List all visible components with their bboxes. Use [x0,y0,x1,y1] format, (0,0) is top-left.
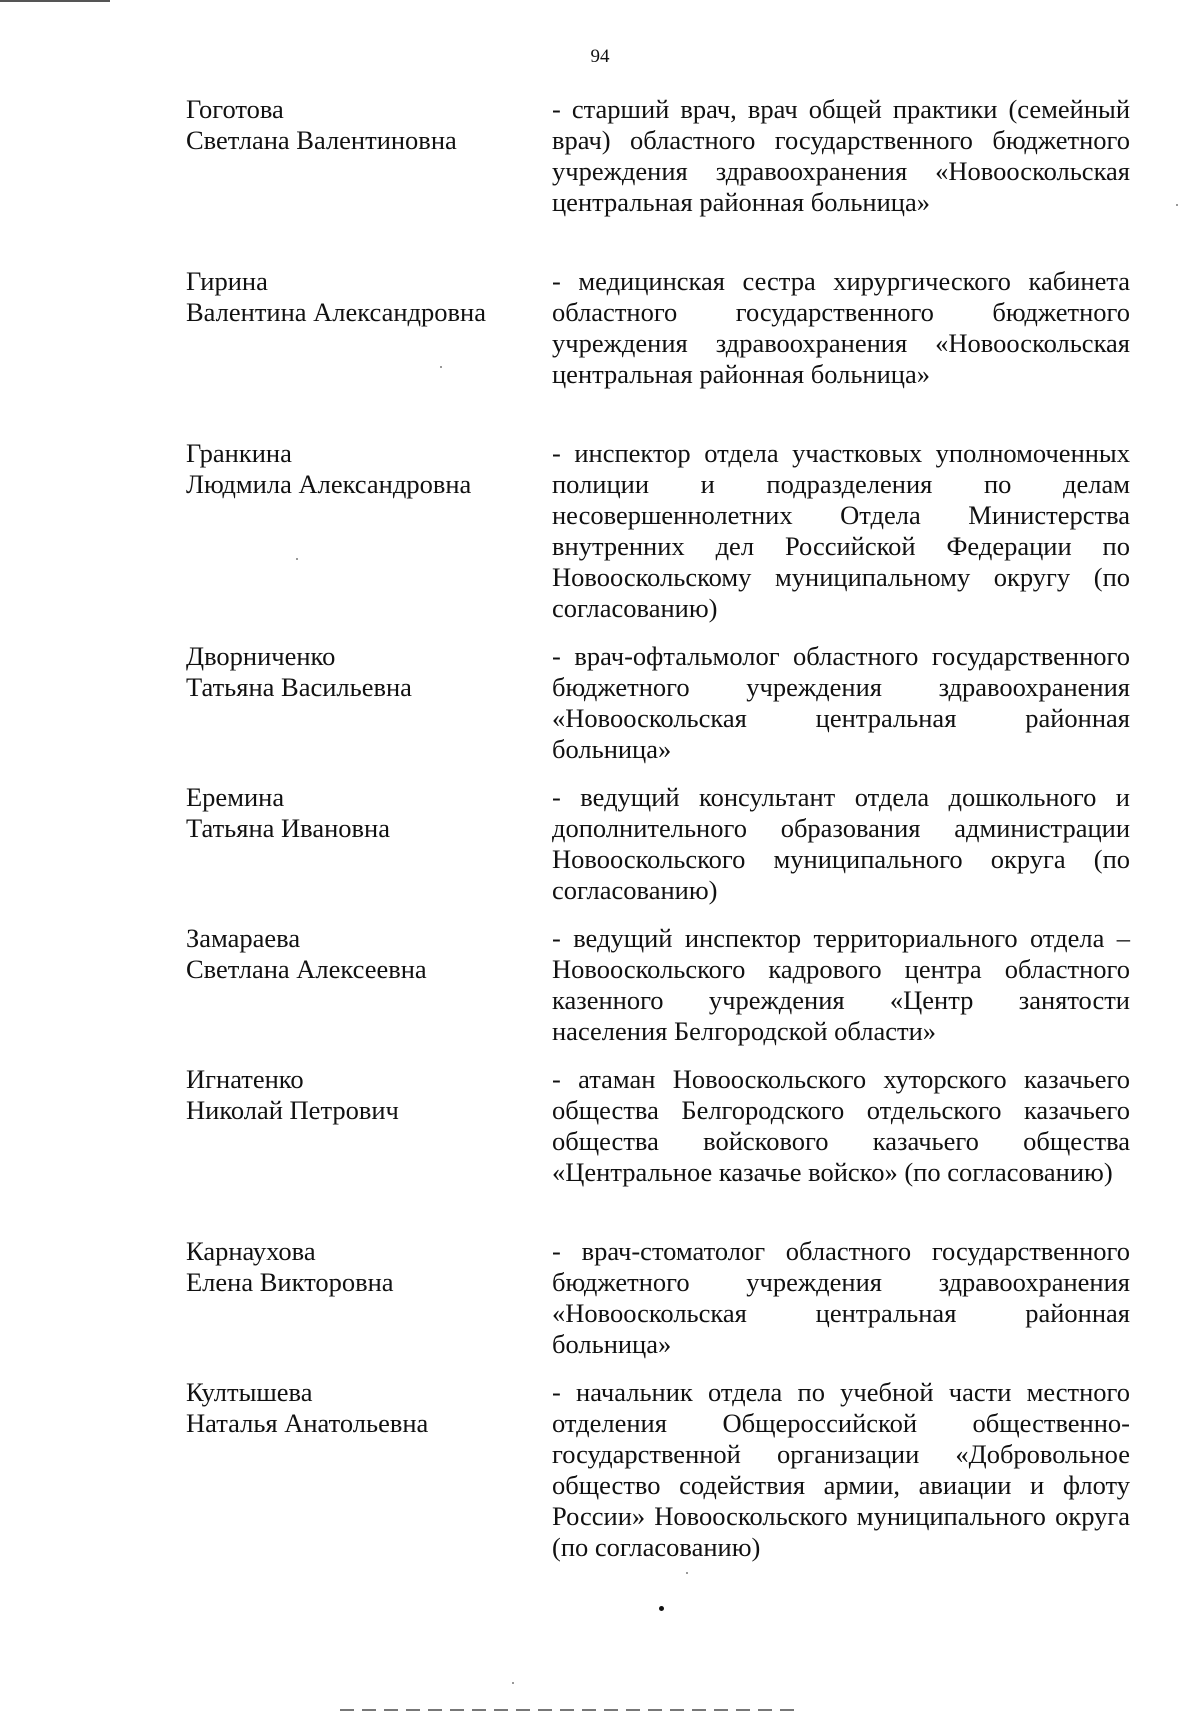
member-surname: Карнаухова [186,1236,316,1266]
member-position: - врач-стоматолог областного государственного бюджетного учреждения здравоохранения «Новооскольская центральная районная больница» [552,1236,1130,1359]
member-entry [186,923,1130,1064]
member-given-names: Валентина Александровна [186,297,486,327]
member-name [186,923,552,985]
member-entry [186,1377,1130,1567]
member-name [186,94,552,156]
member-surname: Гранкина [186,438,292,468]
member-name [186,1377,552,1439]
member-surname: Култышева [186,1377,313,1407]
member-name [186,266,552,328]
member-surname: Гоготова [186,94,284,124]
scan-speck [686,1572,688,1574]
member-list [186,94,1130,1567]
member-name [186,641,552,703]
page-number: 94 [590,46,610,67]
member-name [186,1236,552,1298]
member-surname: Еремина [186,782,285,812]
member-position: - ведущий консультант отдела дошкольного и дополнительного образования администрации Новооскольского муниципального округа (по согласованию) [552,782,1130,905]
member-position: - старший врач, врач общей практики (семейный врач) областного государственного бюджетного учреждения здравоохранения «Новооскольская центральная районная больница» [552,94,1130,217]
member-entry [186,266,1130,438]
scan-edge-line [340,1709,800,1711]
scan-speck [296,558,298,560]
member-position: - медицинская сестра хирургического кабинета областного государственного бюджетного учреждения здравоохранения «Новооскольская центральная районная больница» [552,266,1130,389]
member-given-names: Наталья Анатольевна [186,1408,429,1438]
member-given-names: Татьяна Васильевна [186,672,412,702]
member-given-names: Светлана Валентиновна [186,125,457,155]
member-surname: Дворниченко [186,641,336,671]
member-position: - инспектор отдела участковых уполномоченных полиции и подразделения по делам несовершеннолетних Отдела Министерства внутренних дел Российской Федерации по Новооскольскому муниципальному округу (по согласованию) [552,438,1130,623]
member-given-names: Светлана Алексеевна [186,954,427,984]
member-name [186,782,552,844]
member-entry [186,782,1130,923]
member-position: - врач-офтальмолог областного государственного бюджетного учреждения здравоохранения «Новооскольская центральная районная больница» [552,641,1130,764]
member-name [186,438,552,500]
member-entry [186,94,1130,266]
member-entry [186,438,1130,641]
member-name [186,1064,552,1126]
member-position: - начальник отдела по учебной части местного отделения Общероссийской общественно-государственной организации «Добровольное общество содействия армии, авиации и флоту России» Новооскольского муниципального округа (по согласованию) [552,1377,1130,1562]
scan-speck [1176,204,1178,206]
member-entry [186,641,1130,782]
member-given-names: Елена Викторовна [186,1267,394,1297]
member-given-names: Людмила Александровна [186,469,472,499]
member-entry [186,1236,1130,1377]
member-surname: Гирина [186,266,268,296]
member-entry [186,1064,1130,1236]
member-position: - ведущий инспектор территориального отдела – Новооскольского кадрового центра областного казенного учреждения «Центр занятости населения Белгородской области» [552,923,1130,1046]
scan-edge-line [0,0,110,2]
member-given-names: Татьяна Ивановна [186,813,390,843]
member-position: - атаман Новооскольского хуторского казачьего общества Белгородского отдельского казачьего общества войскового казачьего общества «Центральное казачье войско» (по согласованию) [552,1064,1130,1187]
member-surname: Игнатенко [186,1064,304,1094]
scan-speck [512,1682,514,1684]
scan-dot-mark [659,1606,664,1611]
member-given-names: Николай Петрович [186,1095,399,1125]
member-surname: Замараева [186,923,301,953]
scan-speck [440,366,442,368]
